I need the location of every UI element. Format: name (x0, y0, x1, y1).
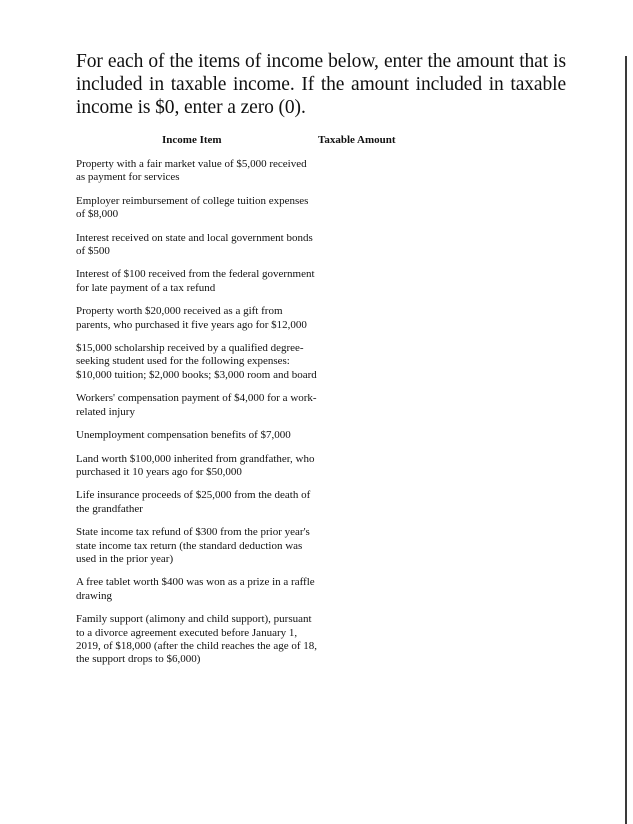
table-header (76, 134, 566, 152)
income-item: Unemployment compensation benefits of $7,000 (76, 429, 291, 442)
income-item: Land worth $100,000 inherited from grandfather, who purchased it 10 years ago for $50,000 (76, 452, 315, 478)
income-item: $15,000 scholarship received by a qualified degree-seeking student used for the following expenses: $10,000 tuition; $2,000 books; $3,000 room and board (76, 342, 317, 381)
document-page (76, 50, 566, 677)
income-item: Property worth $20,000 received as a gift from parents, who purchased it five years ago for $12,000 (76, 305, 307, 331)
income-items-list (76, 158, 318, 667)
income-item: Interest received on state and local government bonds of $500 (76, 231, 313, 258)
header-taxable-amount: Taxable Amount (318, 134, 396, 146)
income-item: Workers' compensation payment of $4,000 for a work-related injury (76, 392, 317, 418)
scrollbar-edge (625, 56, 627, 824)
income-item: Employer reimbursement of college tuition expenses of $8,000 (76, 194, 309, 221)
income-item: Property with a fair market value of $5,000 received as payment for services (76, 158, 307, 184)
income-item: Life insurance proceeds of $25,000 from the death of the grandfather (76, 489, 311, 515)
instructions-text: For each of the items of income below, enter the amount that is included in taxable income. If the amount included in taxable income is $0, enter a zero (0). (76, 51, 566, 118)
income-item: State income tax refund of $300 from the prior year's state income tax return (the standard deduction was used in the prior year) (76, 526, 310, 565)
header-income-item: Income Item (162, 134, 222, 146)
income-item: Family support (alimony and child support), pursuant to a divorce agreement executed before January 1, 2019, of $18,000 (after the child reaches the age of 18, the support drops to $6,000) (76, 613, 317, 666)
income-item: Interest of $100 received from the federal government for late payment of a tax refund (76, 268, 315, 294)
income-item: A free tablet worth $400 was won as a prize in a raffle drawing (76, 576, 315, 602)
